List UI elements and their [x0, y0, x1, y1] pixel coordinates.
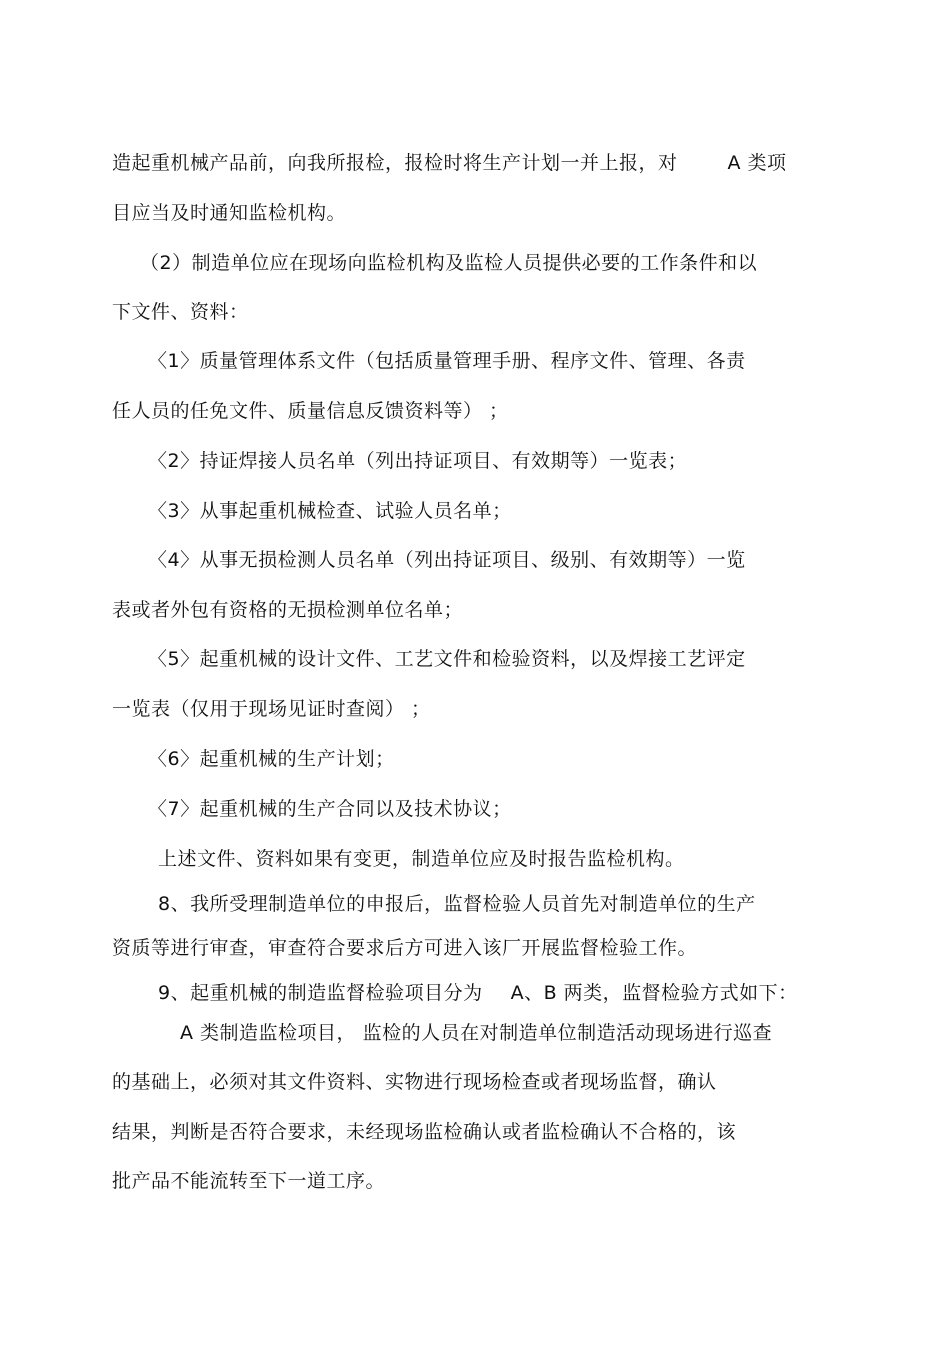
text-segment: 造起重机械产品前，向我所报检，报检时将生产计划一并上报，对 — [112, 152, 678, 174]
text-line: 的基础上，必须对其文件资料、实物进行现场检查或者现场监督，确认 — [112, 1071, 717, 1093]
text-line: 〈1〉质量管理体系文件（包括质量管理手册、程序文件、管理、各责 — [148, 350, 746, 372]
text-line: 资质等进行审查，审查符合要求后方可进入该厂开展监督检验工作。 — [112, 937, 698, 959]
text-line: 一览表（仅用于现场见证时查阅） ； — [112, 698, 431, 720]
text-line: （2）制造单位应在现场向监检机构及监检人员提供必要的工作条件和以 — [140, 252, 758, 274]
text-line — [112, 150, 787, 176]
text-line: 批产品不能流转至下一道工序。 — [112, 1170, 386, 1192]
text-line: 〈4〉从事无损检测人员名单（列出持证项目、级别、有效期等）一览 — [148, 549, 746, 571]
text-line: 下文件、资料： — [112, 301, 249, 323]
text-line: 表或者外包有资格的无损检测单位名单； — [112, 599, 464, 621]
text-line: 结果，判断是否符合要求，未经现场监检确认或者监检确认不合格的，该 — [112, 1121, 737, 1143]
text-line: 任人员的任免文件、质量信息反馈资料等） ； — [112, 400, 509, 422]
text-segment: 9、起重机械的制造监督检验项目分为 — [158, 982, 483, 1004]
text-line: 上述文件、资料如果有变更，制造单位应及时报告监检机构。 — [158, 848, 685, 870]
text-line: 〈6〉起重机械的生产计划； — [148, 748, 395, 770]
text-line: 〈5〉起重机械的设计文件、工艺文件和检验资料，以及焊接工艺评定 — [148, 648, 746, 670]
text-line: 〈2〉持证焊接人员名单（列出持证项目、有效期等）一览表； — [148, 450, 688, 472]
text-segment: A、B 两类，监督检验方式如下： — [510, 982, 798, 1004]
text-line — [158, 980, 798, 1006]
text-line: 目应当及时通知监检机构。 — [112, 202, 347, 224]
text-line: 8、我所受理制造单位的申报后，监督检验人员首先对制造单位的生产 — [158, 893, 756, 915]
text-line: 〈7〉起重机械的生产合同以及技术协议； — [148, 798, 512, 820]
text-segment: A 类项 — [727, 152, 787, 174]
text-line: 〈3〉从事起重机械检查、试验人员名单； — [148, 500, 512, 522]
text-line: A 类制造监检项目， 监检的人员在对制造单位制造活动现场进行巡查 — [180, 1022, 773, 1044]
